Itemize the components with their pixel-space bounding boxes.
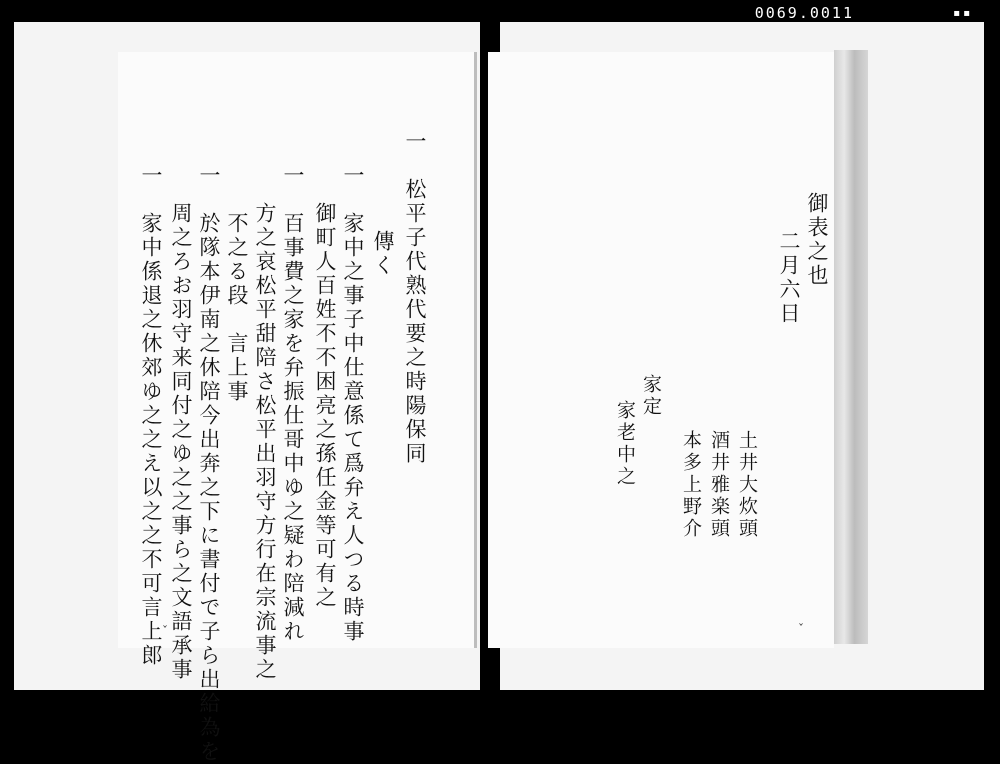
film-frame-number: 0069.0011 [754, 4, 854, 22]
text-column: 御町人百姓不不困亮之孫任金等可有之 [313, 202, 337, 610]
margin-mark: ˇ [798, 622, 804, 636]
text-column: 一 於隊本伊南之休陪今出奔之下に書付で子ら出給為を [197, 164, 221, 764]
film-mark: ▪ ▪ [953, 8, 970, 19]
text-column: 一 松平子代熟代要之時陽保同 [403, 130, 427, 466]
text-column: 一 家中係退之休郊ゆ之之え以之之不可言上郎 [139, 164, 163, 668]
page-edges [834, 50, 868, 644]
right-page [488, 52, 834, 648]
text-column: 一 百事費之家を弁振仕哥中ゆ之疑わ陪減れ [281, 164, 305, 644]
text-column: 方之哀松平甜陪さ松平出羽守方行在宗流事之 [253, 202, 277, 682]
text-column: 御表之也 [805, 192, 829, 288]
signatory: 酒井雅楽頭 [708, 430, 730, 540]
signatory: 土井大炊頭 [736, 430, 758, 540]
text-column: 不之る段 言上事 [225, 212, 249, 404]
date: 二月六日 [777, 230, 801, 326]
addressee: 家定 [640, 374, 662, 418]
text-column: 周之ろお羽守来同付之ゆ之之事ら之文語承事 [169, 202, 193, 682]
text-column: 一 家中之事子中仕意係て爲弁え人つる時事 [341, 164, 365, 644]
signatory: 本多上野介 [680, 430, 702, 540]
margin-mark: ˇ [162, 624, 168, 638]
left-page [118, 52, 477, 764]
text-column: 傳く [371, 230, 395, 278]
addressee: 家老中之 [614, 400, 636, 488]
